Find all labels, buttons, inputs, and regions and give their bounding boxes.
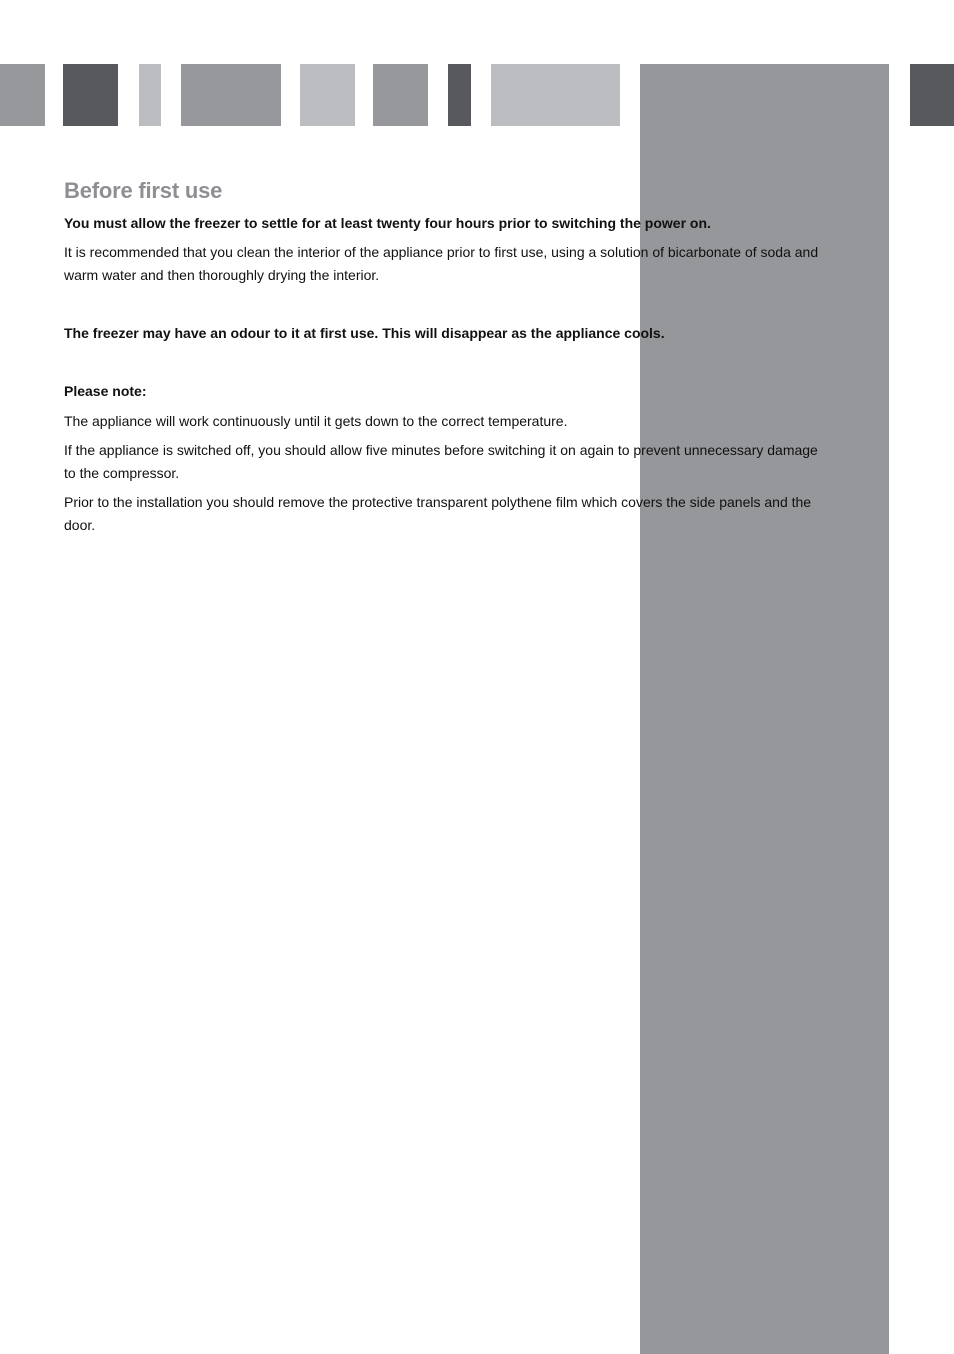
header-block-3 xyxy=(139,64,161,126)
please-note-heading: Please note: xyxy=(64,383,147,399)
header-block-6 xyxy=(373,64,428,126)
continuous-operation-note: The appliance will work continuously until it gets down to the correct temperature. xyxy=(64,413,568,429)
header-block-8 xyxy=(491,64,620,126)
header-block-4 xyxy=(181,64,281,126)
header-block-5 xyxy=(300,64,355,126)
header-block-9 xyxy=(910,64,954,126)
protective-film-note: Prior to the installation you should remove the protective transparent polythene film which covers the side panels and the door. xyxy=(64,494,812,533)
odour-note: The freezer may have an odour to it at first use. This will disappear as the appliance cools. xyxy=(64,325,665,341)
settle-warning: You must allow the freezer to settle for at least twenty four hours prior to switching the power on. xyxy=(64,215,711,231)
page-title: Before first use xyxy=(64,178,223,203)
header-block-1 xyxy=(0,64,45,126)
restart-delay-note: If the appliance is switched off, you should allow five minutes before switching it on again to prevent unnecessary damage to the compressor. xyxy=(64,442,818,481)
document-content xyxy=(64,176,830,537)
header-block-2 xyxy=(63,64,118,126)
header-block-7 xyxy=(448,64,471,126)
cleaning-instructions: It is recommended that you clean the interior of the appliance prior to first use, using a solution of bicarbonate of soda and warm water and then thoroughly drying the interior. xyxy=(64,244,819,283)
